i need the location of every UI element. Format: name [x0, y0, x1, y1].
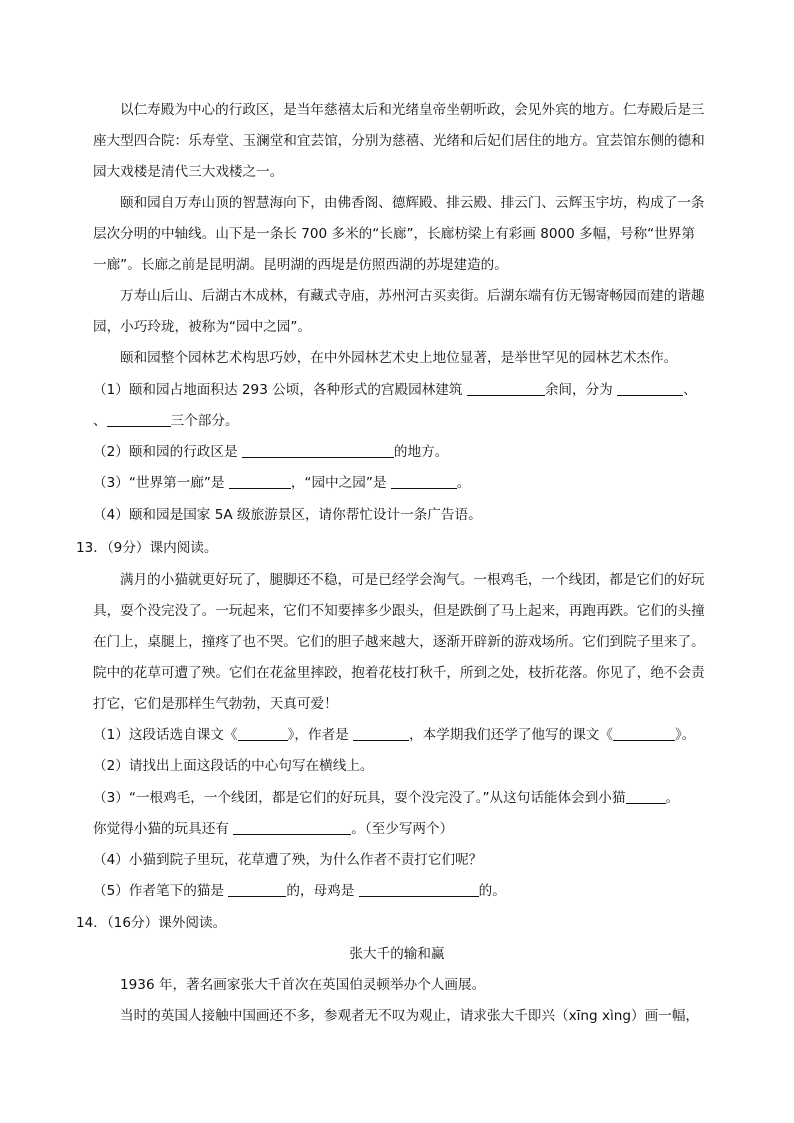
answer-blank[interactable]: [228, 882, 286, 897]
paragraph-text: 满月的小猫就更好玩了，腿脚还不稳，可是已经学会淘气。一根鸡毛，一个线团，都是它们的好玩: [120, 572, 705, 588]
q14-header: [0, 913, 794, 933]
paragraph-text: 打它，它们是那样生气勃勃，天真可爱！: [93, 696, 338, 712]
paragraph-text: 院中的花草可遭了殃。它们在花盆里摔跤，抱着花枝打秋千，所到之处，枝折花落。你见了，绝不会责: [93, 665, 705, 681]
paragraph-text: 层次分明的中轴线。山下是一条长 700 多米的“长廊”，长廊枋梁上有彩画 8000 多幅，号称“世界第: [93, 226, 695, 242]
q12-sub-2: [0, 442, 794, 462]
answer-blank[interactable]: [613, 726, 675, 741]
q13-sub-5: [0, 881, 794, 901]
question-text: 》，作者是: [287, 727, 354, 743]
paragraph-text: 万寿山后山、后湖古木成林，有藏式寺庙，苏州河古买卖街。后湖东端有仿无锡寄畅园而建的谐趣: [120, 288, 705, 304]
question-text: （2）颐和园的行政区是: [93, 444, 242, 460]
paragraph-text: 一廊”。长廊之前是昆明湖。昆明湖的西堤是仿照西湖的苏堤建造的。: [93, 257, 508, 273]
passage-line: [0, 317, 794, 337]
question-heading: 13．（9分）课内阅读。: [76, 540, 218, 556]
answer-blank[interactable]: [238, 726, 288, 741]
answer-blank[interactable]: [467, 381, 545, 396]
answer-blank[interactable]: [617, 381, 683, 396]
q12-sub-3: [0, 473, 794, 493]
q12-sub-1-cont: [0, 411, 794, 431]
question-text: （1）颐和园占地面积达 293 公顷，各种形式的宫殿园林建筑: [93, 382, 467, 398]
answer-blank[interactable]: [229, 474, 291, 489]
passage-line: [0, 975, 794, 995]
passage-line: [0, 286, 794, 306]
paragraph-text: 园大戏楼是清代三大戏楼之一。: [93, 164, 284, 180]
q12-sub-1: [0, 380, 794, 400]
question-text: （1）这段话选自课文《: [93, 727, 238, 743]
question-text: 你觉得小猫的玩具还有: [93, 821, 234, 837]
paragraph-text: 具，耍个没完没了。一玩起来，它们不知要摔多少跟头，但是跌倒了马上起来，再跑再跌。它们的头撞: [93, 603, 705, 619]
passage-line: [0, 193, 794, 213]
passage-line: [0, 632, 794, 652]
answer-blank[interactable]: [107, 412, 171, 427]
paragraph-text: 1936 年，著名画家张大千首次在英国伯灵顿举办个人画展。: [120, 977, 486, 993]
passage-line: [0, 601, 794, 621]
paragraph-text: 以仁寿殿为中心的行政区，是当年慈禧太后和光绪皇帝坐朝听政，会见外宾的地方。仁寿殿后是三: [120, 102, 705, 118]
paragraph-text: 颐和园整个园林艺术构思巧妙，在中外园林艺术史上地位显著，是举世罕见的园林艺术杰作。: [120, 350, 678, 366]
question-text: 的，母鸡是: [286, 883, 359, 899]
article-title: 张大千的输和赢: [349, 946, 445, 962]
answer-blank[interactable]: [233, 820, 351, 835]
question-text: （5）作者笔下的猫是: [93, 883, 229, 899]
paragraph-text: 座大型四合院：乐寿堂、玉澜堂和宜芸馆，分别为慈禧、光绪和后妃们居住的地方。宜芸馆东侧的德和: [93, 133, 705, 149]
q14-title-line: [0, 944, 794, 964]
question-text: 、: [683, 382, 697, 398]
q13-sub-3-cont: [0, 819, 794, 839]
paragraph-text: 园，小巧玲珑，被称为“园中之园”。: [93, 319, 311, 335]
q12-sub-4: [0, 505, 794, 525]
passage-line: [0, 348, 794, 368]
passage-line: [0, 224, 794, 244]
question-text: （2）请找出上面这段话的中心句写在横线上。: [93, 758, 374, 774]
passage-line: [0, 255, 794, 275]
question-text: 三个部分。: [170, 413, 239, 429]
answer-blank[interactable]: [391, 474, 457, 489]
question-text: ，本学期我们还学了他写的课文《: [409, 727, 613, 743]
question-text: 。（至少写两个）: [351, 821, 454, 837]
passage-line: [0, 100, 794, 120]
q13-sub-3: [0, 788, 794, 808]
answer-blank[interactable]: [353, 726, 409, 741]
q13-header: [0, 538, 794, 558]
question-text: 余间，分为: [544, 382, 618, 398]
passage-line: [0, 1006, 794, 1026]
question-text: （4）颐和园是国家 5A 级旅游景区，请你帮忙设计一条广告语。: [93, 507, 482, 523]
q13-sub-1: [0, 725, 794, 745]
answer-blank[interactable]: [626, 789, 666, 804]
passage-line: [0, 570, 794, 590]
question-text: （3）“一根鸡毛，一个线团，都是它们的好玩具，耍个没完没了。”从这句话能体会到小猫: [93, 790, 626, 806]
passage-line: [0, 162, 794, 182]
question-text: （4）小猫到院子里玩，花草遭了殃，为什么作者不责打它们呢？: [93, 852, 483, 868]
passage-line: [0, 694, 794, 714]
question-text: 。: [456, 475, 471, 491]
question-text: 、: [93, 413, 107, 429]
passage-line: [0, 131, 794, 151]
paragraph-text: 当时的英国人接触中国画还不多，参观者无不叹为观止，请求张大千即兴（xīng xìng）画一幅，: [120, 1008, 700, 1024]
question-text: ，“园中之园”是: [290, 475, 391, 491]
paragraph-text: 颐和园自万寿山顶的智慧海向下，由佛香阁、德辉殿、排云殿、排云门、云辉玉宇坊，构成了一条: [120, 195, 705, 211]
question-text: （3）“世界第一廊”是: [93, 475, 229, 491]
question-heading: 14．（16分）课外阅读。: [76, 915, 227, 931]
paragraph-text: 在门上，桌腿上，撞疼了也不哭。它们的胆子越来越大，逐渐开辟新的游戏场所。它们到院子里来了。: [93, 634, 705, 650]
question-text: 》。: [675, 727, 696, 743]
question-text: 的地方。: [393, 444, 449, 460]
q13-sub-4: [0, 850, 794, 870]
passage-line: [0, 663, 794, 683]
answer-blank[interactable]: [242, 443, 394, 458]
question-text: 。: [665, 790, 680, 806]
answer-blank[interactable]: [359, 882, 479, 897]
question-text: 的。: [478, 883, 506, 899]
q13-sub-2: [0, 756, 794, 776]
